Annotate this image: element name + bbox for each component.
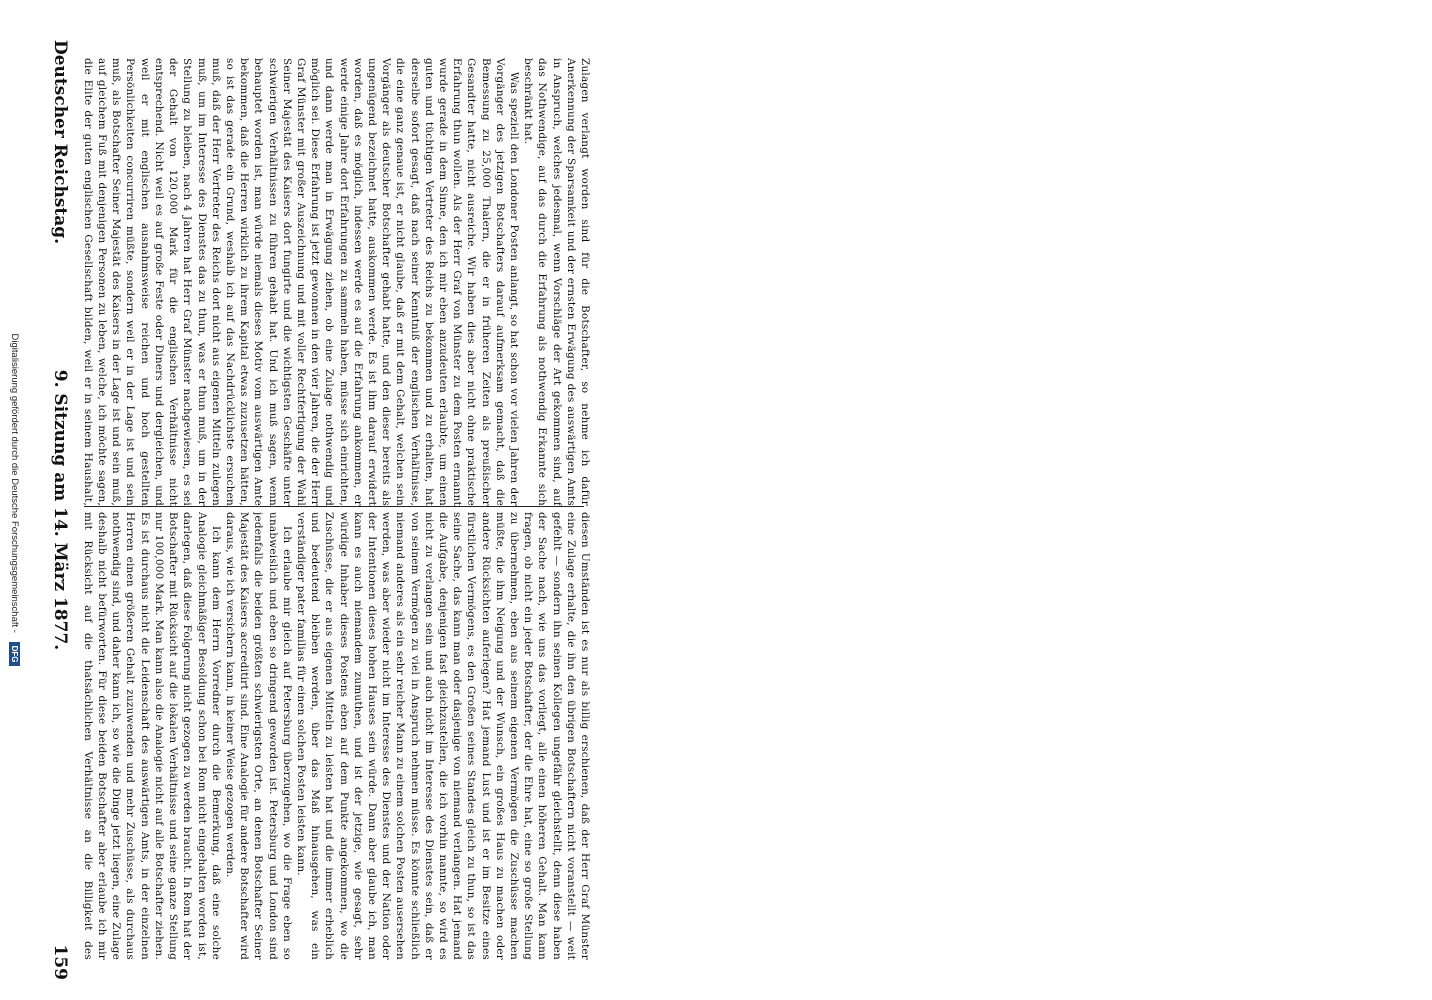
paragraph: Ich kann dem Herrn Vorredner durch die Bemerkung, daß eine solche Analogie gleichmäßiger Besoldung schon bei Rom nicht eingehalten worden ist, darlegen, daß diese Folgerung nicht gezogen zu werden braucht. In Rom hat der Botschafter mit Rücksicht auf die lokalen Verhältnisse und seine ganze Stellung nur 100,000 Mark. Man kann also die Analogie nicht auf alle Botschafter ziehen. Es ist durchaus nicht die Leidenschaft des auswärtigen Amts, in der einzelnen Herren einen größeren Gehalt zuzuwenden und mehr Zuschüsse, als durchaus nothwendig sind, und daher kann ich, so wie die Dinge jetzt liegen, eine Zulage deshalb nicht befürworten. Für diese beiden Botschafter aber erlaube ich mir mit Rücksicht auf die thatsächlichen Verhältnisse an die Billigkeit des [82, 512, 222, 960]
funder-note [9, 0, 20, 1000]
session-date: 9. Sitzung am 14. März 1877. [50, 369, 70, 651]
funder-text: Digitalisierung gefördert durch die Deutsche Forschungsgemeinschaft - [9, 333, 20, 633]
paragraph: Zulagen verlangt worden sind für die Botschafter, so nehme ich dafür Anerkennung der Sparsamkeit und der ernsten Erwägung des auswärtigen Amts in Anspruch, welches jedesmal, wenn Vorschläge der Art gekommen sind, auf das Nothwendige, auf das durch die Erfahrung als nothwendig Erkannte sich beschränkt hat. [522, 58, 591, 506]
paragraph: diesen Umständen ist es nur als billig erschienen, daß der Herr Graf Münster eine Zulage erhalte, die ihn den übrigen Botschaftern nicht voranstellt — weit gefehlt — sondern ihn seinen Kollegen ungefähr gleichstellt, denn diese haben der Sache nach, wie uns das vorliegt, alle einen höheren Gehalt. Man kann fragen, ob nicht ein jeder Botschafter, der die Ehre hat, eine so große Stellung zu übernehmen, eben aus seinem eigenen Vermögen die Zuschüsse machen müßte, die ihm Neigung und der Wunsch, ein großes Haus zu machen oder andere Rücksichten auferlegen? Hat jemand Lust und ist er im Besitze eines fürstlichen Vermögens, es den Großen seines Standes gleich zu thun, so ist das seine Sache, das kann man oder dasjenige von niemand verlangen. Hat jemand die Aufgabe, denjenigen fast gleichzustellen, die ich vorhin nannte, so wird es nicht zu verlangen sein und auch nicht im Interesse des Dienstes sein, daß er von seinem Vermögen zu viel in Anspruch nehmen müsse. Es könnte schließlich niemand anderes als ein sehr reicher Mann zu einem solchen Posten ausersehen werden, was aber wieder nicht im Interesse des Dienstes und der Nation oder der Intentionen dieses hohen Hauses sein würde. Dann aber glaube ich, man kann es auch niemandem zumuthen, und ist der jetzige, wie gesagt, sehr würdige Inhaber dieses Postens eben auf dem Punkte angekommen, wo die Zuschüsse, die er aus eigenen Mitteln zu leisten hat und die immer erheblich und bedeutend bleiben werden, über das Maß hinausgehen, was ein verständiger pater familias für einen solchen Posten leisten kann. [294, 512, 591, 960]
paragraph: Was speziell den Londoner Posten anlangt, so hat schon vor vielen Jahren der Vorgänger des jetzigen Botschafters darauf aufmerksam gemacht, daß die Bemessung zu 25,000 Thalern, die er in früheren Zeiten als preußischer Gesandter hatte, nicht ausreiche. Wir haben dies aber nicht ohne praktische Erfahrung thun wollen. Als der Herr Graf von Münster zu dem Posten ernannt wurde gerade in dem Sinne, den ich mir eben anzudeuten erlaubte, um einen guten und tüchtigen Vertreter des Reichs zu bekommen und zu erhalten, hat derselbe sofort gesagt, daß nach seiner Kenntniß der englischen Verhältnisse, die eine ganz genaue ist, er nicht glaube, daß er mit dem Gehalt, welchen sein Vorgänger als deutscher Botschafter gehabt hatte, und den dieser bereits als ungenügend bezeichnet hatte, auskommen werde. Es ist ihm darauf erwidert worden, daß es möglich, indessen werde es auf die Erfahrung ankommen, er werde einige Jahre dort Erfahrungen zu sammeln haben, müsse sich einrichten, und dann werde man in Erwägung ziehen, ob eine Zulage nothwendig und möglich sei. Diese Erfahrung ist jetzt gewonnen in den vier Jahren, die der Herr Graf Münster mit großer Auszeichnung und mit voller Rechtfertigung der Wahl Seiner Majestät des Kaisers dort fungirte und die wichtigsten Geschäfte unter schwierigen Verhältnissen zu führen gehabt hat. Und ich muß sagen, wenn behauptet worden ist, man würde niemals dieses Motiv vom auswärtigen Amte bekommen, daß die Herren wirklich zu ihrem Kapital etwas zuzusetzen hätten, so ist das gerade ein Grund, weshalb ich auf das Nachdrücklichste ersuchen muß, daß der Herr Vertreter des Reichs dort nicht aus eigenen Mitteln zulegen muß, um im Interesse des Dienstes das zu thun, was er thun muß, um in der Stellung zu bleiben, nach 4 Jahren hat Herr Graf Münster nachgewiesen, es sei der Gehalt von 120,000 Mark für die englischen Verhältnisse nicht entsprechend. Nicht weil es auf große Feste oder Diners und dergleichen, und weil er mit englischen ausnahmsweise reichen und hoch gestellten Persönlichkeiten concurriren müßte, sondern weil er in der Lage ist und sein muß, als Botschafter Seiner Majestät des Kaisers in der Lage ist und sein muß, auf gleichem Fuß mit denjenigen Personen zu leben, welche, ich möchte sagen, die Elite der guten englischen Gesellschaft bilden, weil er in seinem Haushalt, [82, 58, 520, 506]
right-column [82, 512, 592, 960]
left-column [82, 58, 592, 506]
page-number: 159 [50, 944, 70, 980]
column-divider [84, 506, 584, 507]
page-header [44, 40, 70, 980]
journal-title: Deutscher Reichstag. [50, 40, 70, 245]
paragraph: Ich erlaube mir gleich auf Petersburg überzugehen, wo die Frage eben so unabweislich und eben so dringend geworden ist. Petersburg und London sind jedenfalls die beiden größten schwierigsten Orte, an denen Botschafter Seiner Majestät des Kaisers accreditirt sind. Eine Analogie für andere Botschafter wird daraus, wie ich versichern kann, in keiner Weise gezogen werden. [223, 512, 293, 960]
dfg-logo: DFG [9, 642, 20, 667]
